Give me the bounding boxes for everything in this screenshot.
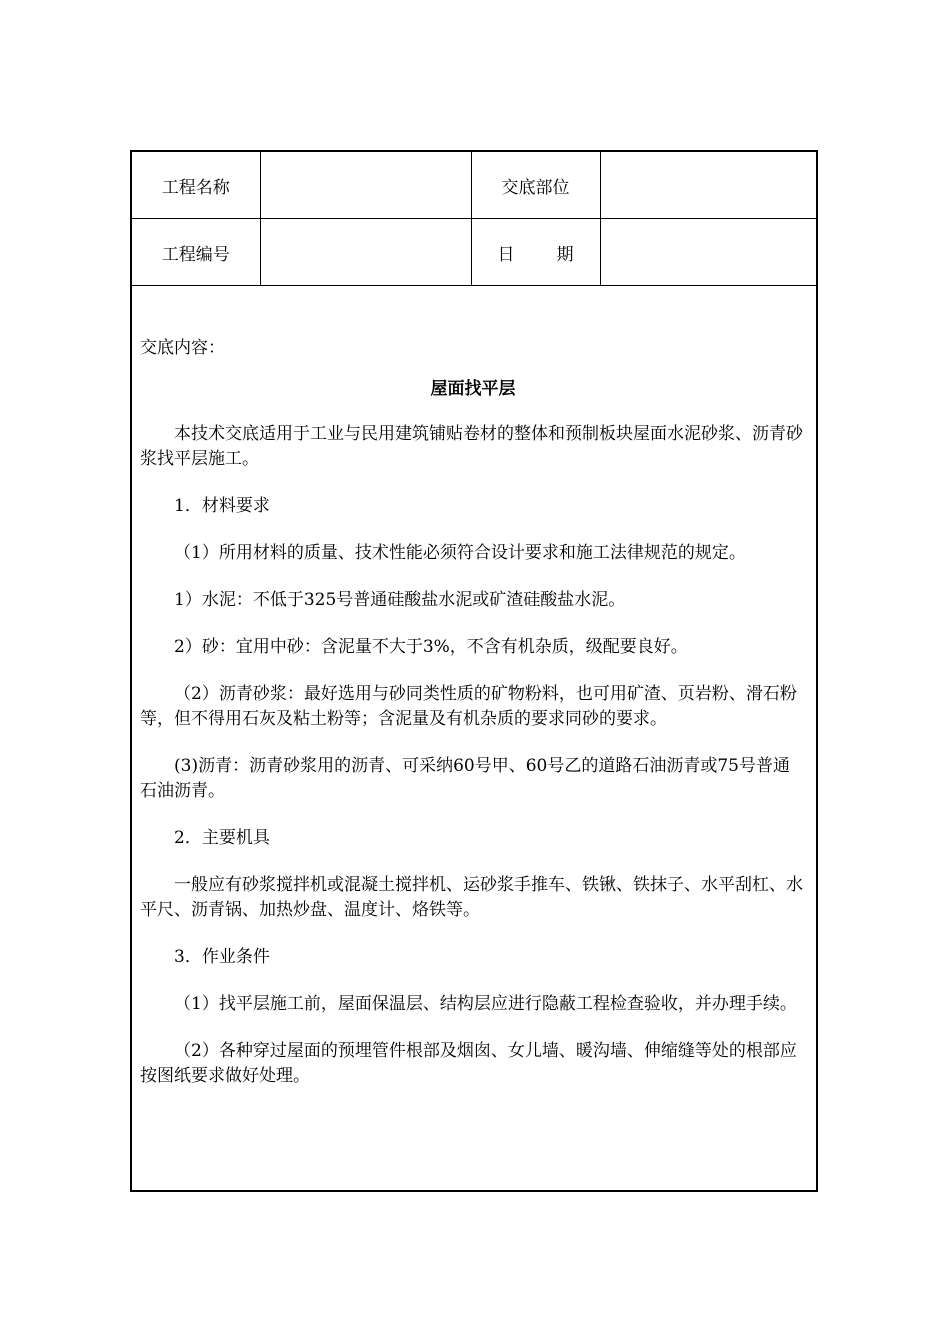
project-name-value	[260, 152, 471, 219]
paragraph-scope: 本技术交底适用于工业与民用建筑铺贴卷材的整体和预制板块屋面水泥砂浆、沥青砂浆找平层施工。	[140, 424, 803, 469]
project-number-value	[260, 219, 471, 286]
heading-material-requirements: 1．材料要求	[174, 496, 270, 516]
paragraph-sand: 2）砂：宜用中砂：含泥量不大于3%，不含有机杂质，级配要良好。	[174, 637, 688, 657]
paragraph-material-quality: （1）所用材料的质量、技术性能必须符合设计要求和施工法律规范的规定。	[174, 543, 746, 563]
location-label: 交底部位	[471, 152, 600, 219]
paragraph-asphalt-mortar: （2）沥青砂浆：最好选用与砂同类性质的矿物粉料，也可用矿渣、页岩粉、滑石粉等，但不得用石灰及粘土粉等；含泥量及有机杂质的要求同砂的要求。	[140, 684, 797, 729]
date-label-a: 日	[497, 244, 515, 265]
heading-work-conditions: 3．作业条件	[174, 947, 270, 967]
header-row-2	[132, 219, 818, 286]
paragraph-asphalt: (3)沥青：沥青砂浆用的沥青、可采纳60号甲、60号乙的道路石油沥青或75号普通石油沥青。	[140, 756, 790, 801]
date-label-b: 期	[556, 244, 574, 265]
header-row-1	[132, 152, 818, 219]
paragraph-cement: 1）水泥：不低于325号普通硅酸盐水泥或矿渣硅酸盐水泥。	[174, 590, 626, 610]
content-intro-label: 交底内容：	[140, 338, 225, 358]
paragraph-condition-1: （1）找平层施工前，屋面保温层、结构层应进行隐蔽工程检查验收，并办理手续。	[174, 994, 797, 1014]
header-table	[132, 152, 818, 286]
paragraph-condition-2: （2）各种穿过屋面的预埋管件根部及烟囱、女儿墙、暖沟墙、伸缩缝等处的根部应按图纸要求做好处理。	[140, 1041, 797, 1086]
disclosure-content	[132, 286, 816, 1089]
date-label	[471, 219, 600, 286]
section-title: 屋面找平层	[430, 379, 516, 399]
paragraph-equipment-list: 一般应有砂浆搅拌机或混凝土搅拌机、运砂浆手推车、铁锹、铁抹子、水平刮杠、水平尺、沥青锅、加热炒盘、温度计、烙铁等。	[140, 875, 803, 920]
project-name-label: 工程名称	[132, 152, 260, 219]
heading-main-equipment: 2．主要机具	[174, 828, 270, 848]
location-value	[600, 152, 818, 219]
date-value	[600, 219, 818, 286]
technical-disclosure-form	[130, 150, 818, 1192]
project-number-label: 工程编号	[132, 219, 260, 286]
